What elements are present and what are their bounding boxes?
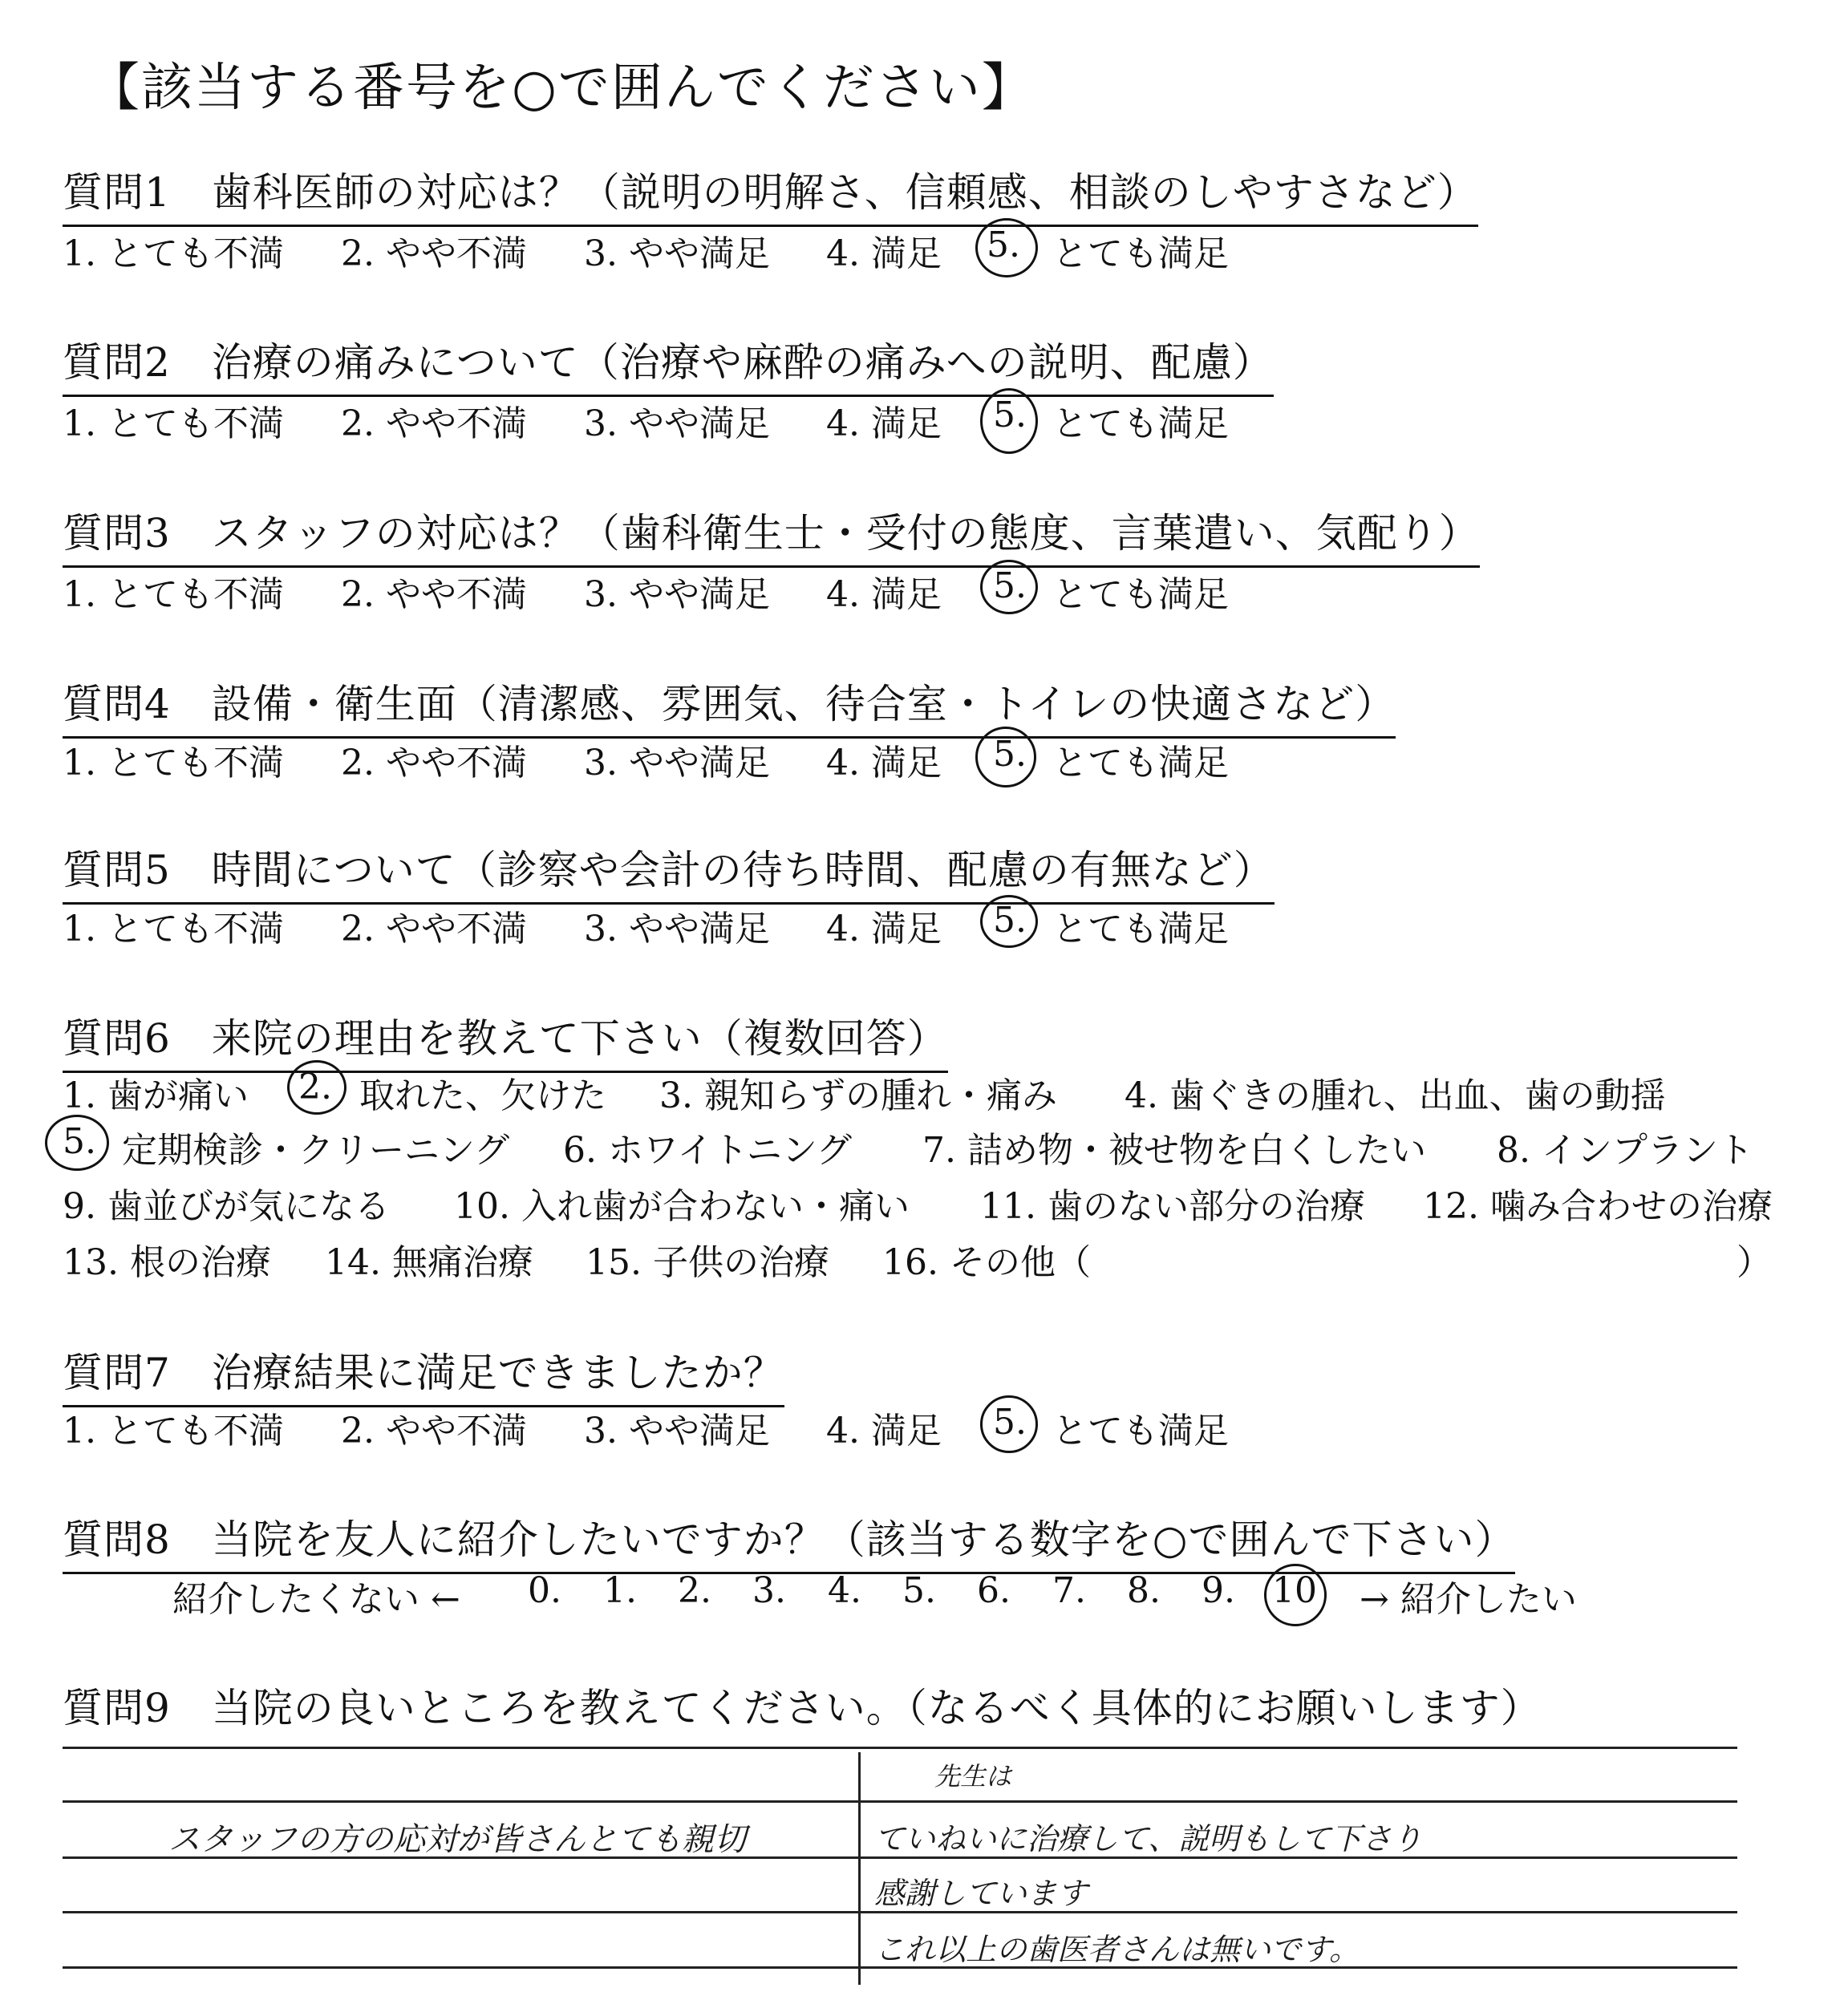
q3-option-5-label: とても満足: [1052, 574, 1229, 615]
q3-option-3[interactable]: 3. やや満足: [584, 574, 770, 615]
q6-option-15[interactable]: 15. 子供の治療: [586, 1242, 829, 1283]
q4-option-5-label: とても満足: [1052, 743, 1229, 783]
q7-title: 質問7 治療結果に満足できましたか？: [63, 1341, 784, 1407]
q5-option-2[interactable]: 2. やや不満: [341, 909, 527, 949]
q6-option-16[interactable]: 16. その他（: [882, 1242, 1091, 1283]
q2-option-1[interactable]: 1. とても不満: [63, 403, 284, 444]
q5-option-1[interactable]: 1. とても不満: [63, 909, 284, 949]
q4-option-3[interactable]: 3. やや満足: [584, 743, 770, 783]
q7-option-2[interactable]: 2. やや不満: [341, 1411, 527, 1451]
q6-option-8[interactable]: 8. インプラント: [1497, 1130, 1753, 1171]
q8-option-4[interactable]: 4.: [828, 1570, 861, 1611]
q1-title: 質問1 歯科医師の対応は？（説明の明解さ、信頼感、相談のしやすさなど）: [63, 160, 1478, 227]
q3-option-1[interactable]: 1. とても不満: [63, 574, 284, 615]
q2-option-4[interactable]: 4. 満足: [826, 403, 942, 444]
q6-option-12[interactable]: 12. 噛み合わせの治療: [1423, 1186, 1773, 1227]
q8-option-8[interactable]: 8.: [1127, 1570, 1161, 1611]
q5-option-5-label: とても満足: [1052, 909, 1229, 949]
q8-option-0[interactable]: 0.: [528, 1570, 561, 1611]
q1-option-2[interactable]: 2. やや不満: [341, 233, 527, 274]
q2-option-5[interactable]: 5.: [993, 395, 1027, 435]
q6-option-9[interactable]: 9. 歯並びが気になる: [63, 1186, 390, 1227]
q7-option-4[interactable]: 4. 満足: [826, 1411, 942, 1451]
q6-option-16-close: ）: [1737, 1242, 1772, 1283]
q8-option-1[interactable]: 1.: [603, 1570, 637, 1611]
q8-right-label: → 紹介したい: [1360, 1579, 1577, 1620]
instruction-header: 【該当する番号を○で囲んでください】: [88, 59, 1035, 118]
q6-option-13[interactable]: 13. 根の治療: [63, 1242, 271, 1283]
q1-selection-circle: [975, 218, 1038, 277]
q8-option-6[interactable]: 6.: [977, 1570, 1011, 1611]
answer-line-2: [63, 1800, 1737, 1803]
q6-option-2[interactable]: 取れた、欠けた: [359, 1075, 606, 1116]
q3-option-4[interactable]: 4. 満足: [826, 574, 942, 615]
q1-option-1[interactable]: 1. とても不満: [63, 233, 284, 274]
q7-option-5-label: とても満足: [1052, 1411, 1229, 1451]
q1-option-5-label: とても満足: [1052, 233, 1229, 274]
q8-option-5[interactable]: 5.: [902, 1570, 936, 1611]
q5-option-3[interactable]: 3. やや満足: [584, 909, 770, 949]
q8-title: 質問8 当院を友人に紹介したいですか？（該当する数字を○で囲んで下さい）: [63, 1508, 1515, 1574]
q8-left-label: 紹介したくない ←: [172, 1579, 460, 1620]
q3-option-2[interactable]: 2. やや不満: [341, 574, 527, 615]
q4-option-5[interactable]: 5.: [993, 734, 1027, 775]
q2-option-5-label: とても満足: [1052, 403, 1229, 444]
handwritten-answer-left: スタッフの方の応対が皆さんとても親切: [168, 1821, 746, 1858]
q4-title: 質問4 設備・衛生面（清潔感、雰囲気、待合室・トイレの快適さなど）: [63, 672, 1396, 739]
q2-option-2[interactable]: 2. やや不満: [341, 403, 527, 444]
q5-option-5[interactable]: 5.: [993, 900, 1027, 941]
q8-option-7[interactable]: 7.: [1052, 1570, 1086, 1611]
q8-option-3[interactable]: 3.: [752, 1570, 786, 1611]
q8-option-2[interactable]: 2.: [678, 1570, 711, 1611]
handwritten-answer-line-4: これ以上の歯医者さんは無いです。: [874, 1932, 1360, 1967]
q5-selection-circle: [980, 895, 1038, 948]
answer-line-1: [63, 1747, 1737, 1749]
q3-option-5[interactable]: 5.: [993, 565, 1027, 606]
q6-option-14[interactable]: 14. 無痛治療: [325, 1242, 533, 1283]
q6-option-6[interactable]: 6. ホワイトニング: [563, 1130, 853, 1171]
q3-selection-circle: [980, 560, 1038, 614]
q8-selection-circle: [1264, 1564, 1327, 1626]
q4-option-1[interactable]: 1. とても不満: [63, 743, 284, 783]
q1-option-5[interactable]: 5.: [987, 225, 1020, 265]
q6-option-10[interactable]: 10. 入れ歯が合わない・痛い: [454, 1186, 910, 1227]
q6-option-4[interactable]: 4. 歯ぐきの腫れ、出血、歯の動揺: [1125, 1075, 1666, 1116]
q6-option-3[interactable]: 3. 親知らずの腫れ・痛み: [659, 1075, 1057, 1116]
q5-option-4[interactable]: 4. 満足: [826, 909, 942, 949]
q2-selection-circle: [980, 388, 1038, 454]
q7-option-3[interactable]: 3. やや満足: [584, 1411, 770, 1451]
q4-selection-circle: [975, 727, 1036, 787]
q3-title: 質問3 スタッフの対応は？（歯科衛生士・受付の態度、言葉遣い、気配り）: [63, 501, 1480, 568]
handwritten-answer-line-1: 先生は: [934, 1761, 1012, 1792]
q1-option-3[interactable]: 3. やや満足: [584, 233, 770, 274]
q6-selection-circle-5: [45, 1115, 109, 1171]
handwritten-divider: [858, 1752, 861, 1985]
q6-title: 質問6 来院の理由を教えて下さい（複数回答）: [63, 1006, 948, 1073]
q1-option-4[interactable]: 4. 満足: [826, 233, 942, 274]
q6-option-2-number[interactable]: 2.: [298, 1067, 332, 1107]
q6-option-1[interactable]: 1. 歯が痛い: [63, 1075, 249, 1116]
handwritten-answer-line-3: 感謝しています: [874, 1876, 1088, 1911]
q4-option-4[interactable]: 4. 満足: [826, 743, 942, 783]
q6-option-5-number[interactable]: 5.: [63, 1121, 96, 1162]
q2-option-3[interactable]: 3. やや満足: [584, 403, 770, 444]
q6-selection-circle-2: [287, 1060, 346, 1115]
q6-option-11[interactable]: 11. 歯のない部分の治療: [980, 1186, 1365, 1227]
handwritten-answer-line-2: ていねいに治療して、説明もして下さり: [874, 1821, 1423, 1856]
q6-option-5[interactable]: 定期検診・クリーニング: [122, 1130, 510, 1171]
q6-option-7[interactable]: 7. 詰め物・被せ物を白くしたい: [922, 1130, 1426, 1171]
q7-selection-circle: [980, 1395, 1038, 1453]
q2-title: 質問2 治療の痛みについて（治療や麻酔の痛みへの説明、配慮）: [63, 330, 1274, 397]
q5-title: 質問5 時間について（診察や会計の待ち時間、配慮の有無など）: [63, 838, 1275, 905]
q7-option-1[interactable]: 1. とても不満: [63, 1411, 284, 1451]
q4-option-2[interactable]: 2. やや不満: [341, 743, 527, 783]
q8-option-9[interactable]: 9.: [1202, 1570, 1235, 1611]
q9-title: 質問9 当院の良いところを教えてください。（なるべく具体的にお願いします）: [63, 1685, 1542, 1731]
q7-option-5[interactable]: 5.: [993, 1402, 1027, 1443]
q8-option-10[interactable]: 10: [1272, 1570, 1317, 1611]
